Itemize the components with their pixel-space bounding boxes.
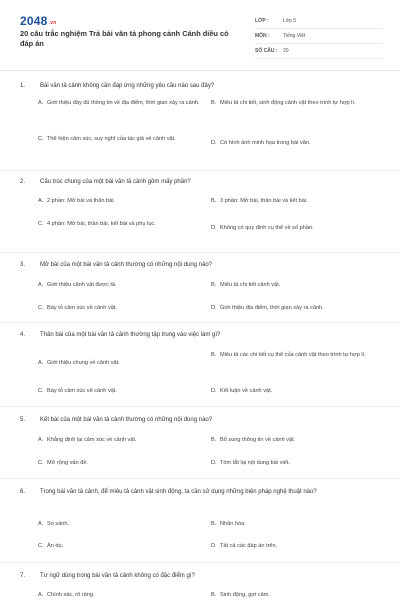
option-a[interactable]: A. So sánh.	[38, 521, 70, 527]
option-c[interactable]: C. Thể hiện cảm xúc, suy nghĩ của tác giả về cảnh vật.	[38, 136, 176, 142]
option-b[interactable]: B. Sinh động, gợi cảm.	[211, 592, 270, 598]
meta-row-subject	[255, 29, 383, 44]
document-header	[0, 0, 400, 66]
question-number: 3.	[20, 262, 26, 268]
option-d[interactable]: D. Có hình ảnh minh họa trong bài văn.	[211, 140, 311, 146]
option-c[interactable]: C. Bày tỏ cảm xúc về cảnh vật.	[38, 388, 117, 394]
option-d[interactable]: D. Không có quy định cụ thể về số phần.	[211, 225, 314, 231]
question-text: Kết bài của một bài văn tả cảnh thường có những nội dung nào?	[40, 417, 213, 423]
option-b[interactable]: B. Bổ sung thông tin về cảnh vật.	[211, 437, 296, 443]
question-text: Từ ngữ dùng trong bài văn tả cảnh không có đặc điểm gì?	[40, 573, 195, 579]
meta-row-count	[255, 44, 383, 59]
document-meta	[255, 14, 383, 59]
question-divider	[0, 406, 400, 407]
meta-value: Tiếng Việt	[283, 33, 306, 39]
meta-row-grade	[255, 14, 383, 29]
option-d[interactable]: D. Giới thiệu địa điểm, thời gian xảy ra cảnh.	[211, 305, 324, 311]
meta-label: SỐ CÂU :	[255, 48, 278, 54]
question-number: 1.	[20, 83, 26, 89]
document-title: 20 câu trắc nghiệm Trả bài văn tả phong cảnh Cánh diều có đáp án	[20, 29, 229, 48]
question-number: 7.	[20, 573, 26, 579]
question-text: Mở bài của một bài văn tả cảnh thường có những nội dung nào?	[40, 262, 213, 268]
option-c[interactable]: C. 4 phần: Mở bài, thân bài, kết bài và phụ lục.	[38, 221, 156, 227]
option-b[interactable]: B. Nhân hóa.	[211, 521, 246, 527]
meta-label: LỚP :	[255, 18, 269, 24]
question-text: Bài văn tả cảnh không cần đáp ứng những yêu cầu nào sau đây?	[40, 83, 215, 89]
question-text: Trong bài văn tả cảnh, để miêu tả cảnh vật sinh động, ta cần sử dụng những biện pháp nghệ thuật nào?	[40, 489, 317, 495]
question-number: 4.	[20, 332, 26, 338]
question-number: 2.	[20, 179, 26, 185]
question-text: Cấu trúc chung của một bài văn tả cảnh gồm mấy phần?	[40, 179, 191, 185]
option-c[interactable]: C. Bày tỏ cảm xúc về cảnh vật.	[38, 305, 117, 311]
option-b[interactable]: B. Miêu tả chi tiết cảnh vật.	[211, 282, 281, 288]
option-c[interactable]: C. Mở rộng vấn đề.	[38, 460, 88, 466]
option-d[interactable]: D. Tất cả các đáp án trên.	[211, 543, 278, 549]
question-divider	[0, 478, 400, 479]
meta-value: 20	[283, 48, 289, 54]
meta-label: MÔN :	[255, 33, 270, 39]
option-a[interactable]: A. Khẳng định lại cảm xúc về cảnh vật.	[38, 437, 137, 443]
option-a[interactable]: A. Chính xác, rõ ràng.	[38, 592, 95, 598]
question-divider	[0, 170, 400, 171]
site-logo[interactable]: 2048.vn	[20, 14, 57, 28]
header-divider	[0, 70, 400, 71]
option-a[interactable]: A. 2 phần: Mở bài và thân bài.	[38, 198, 116, 204]
question-divider	[0, 562, 400, 563]
option-b[interactable]: B. 3 phần: Mở bài, thân bài và kết bài.	[211, 198, 308, 204]
question-text: Thân bài của một bài văn tả cảnh thường tập trung vào việc làm gì?	[40, 332, 221, 338]
question-number: 6.	[20, 489, 26, 495]
option-a[interactable]: A. Giới thiệu cảnh vật được tả.	[38, 282, 117, 288]
option-d[interactable]: D. Kết luận về cảnh vật.	[211, 388, 273, 394]
option-d[interactable]: D. Tóm tắt lại nội dung bài viết.	[211, 460, 290, 466]
option-a[interactable]: A. Giới thiệu đầy đủ thông tin về địa điểm, thời gian xảy ra cảnh.	[38, 100, 200, 106]
question-divider	[0, 252, 400, 253]
option-b[interactable]: B. Miêu tả các chi tiết cụ thể của cảnh vật theo trình tự hợp lí.	[211, 352, 366, 358]
question-number: 5.	[20, 417, 26, 423]
option-a[interactable]: A. Giới thiệu chung về cảnh vật.	[38, 360, 120, 366]
question-divider	[0, 322, 400, 323]
option-b[interactable]: B. Miêu tả chi tiết, sinh động cảnh vật theo trình tự hợp lí.	[211, 100, 356, 106]
meta-value: Lớp 5	[283, 18, 297, 24]
option-c[interactable]: C. Ẩn dụ.	[38, 543, 64, 549]
